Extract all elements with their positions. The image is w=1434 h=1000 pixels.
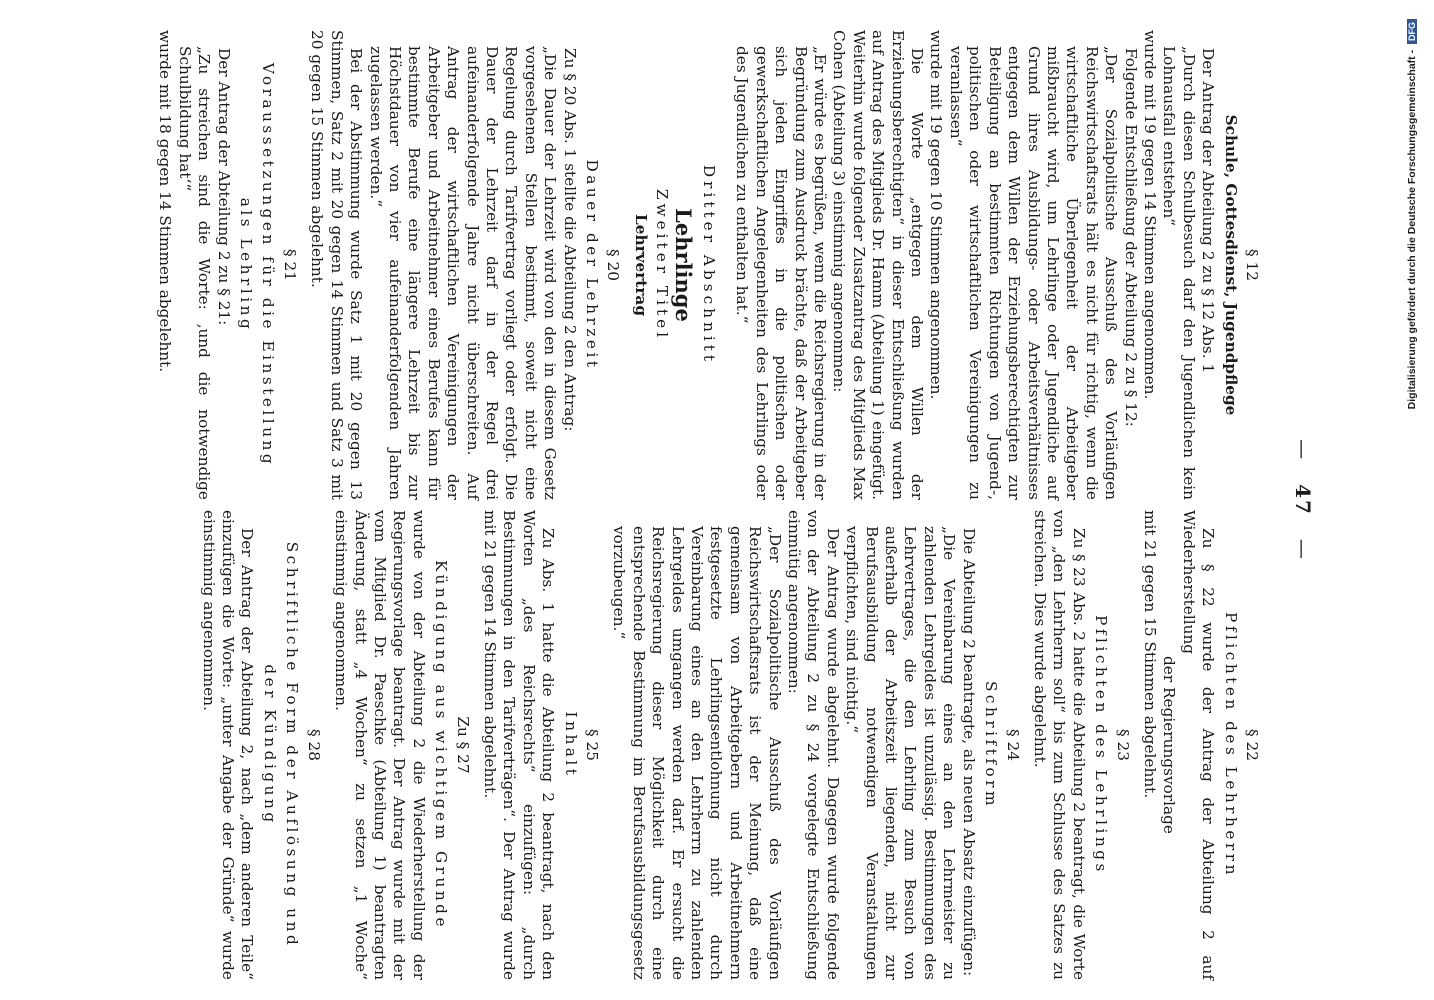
section-28-title-2: der Kündigung: [260, 664, 279, 826]
section-22-number: § 22: [1243, 729, 1261, 761]
s21-quote-1: „Zu streichen sind die Worte: ‚und die notwendige Schulbildung hat‘“: [175, 46, 214, 500]
section-23-number: § 23: [1113, 729, 1132, 761]
right-column: [198, 510, 1269, 980]
section-12-title: Schule, Gottesdienst, Jugendpflege: [1221, 114, 1240, 416]
s21-paragraph-2: wurde mit 18 gegen 14 Stimmen abgelehnt.: [156, 30, 175, 373]
s12-paragraph-3: Folgende Entschließung der Abteilung 2 zu § 12:: [1121, 48, 1140, 427]
s22-paragraph-3: mit 21 gegen 15 Stimmen abgelehnt.: [1140, 510, 1159, 799]
page-header: [1291, 0, 1315, 1000]
s12-paragraph-2: wurde mit 19 gegen 14 Stimmen angenommen.: [1140, 30, 1159, 400]
s12-quote-1: „Durch diesen Schulbesuch darf den Jugendlichen kein Lohnausfall entstehen“: [1160, 46, 1198, 500]
section-22-title: Pflichten des Lehrherrn: [1221, 612, 1240, 878]
s12-paragraph-1: Der Antrag der Abteilung 2 zu § 12 Abs. 1: [1199, 48, 1218, 374]
s22-paragraph-2: der Regierungsvorlage: [1160, 655, 1179, 834]
credit-label: Digitalisierung gefördert durch die Deutsche Forschungsgemeinschaft -: [1406, 49, 1418, 410]
header-dash-left: —: [1291, 439, 1315, 462]
dfg-logo: DFG: [1407, 19, 1417, 44]
s28-paragraph-1: Der Antrag der Abteilung 2, nach „dem anderen Teile“ einzufügen die Worte: „unter Angabe der Gründe“ wurde einstimmig angenommen.: [199, 510, 257, 980]
section-24-number: § 24: [1003, 729, 1022, 761]
s21-paragraph-1: Der Antrag der Abteilung 2 zu § 21:: [214, 48, 233, 326]
s12-paragraph-5: Die Worte „entgegen dem Willen der Erziehungsberechtigten“ in dieser Entschließung wurden auf Antrag des Mitglieds Dr. Hamm (Abteilung 1) eingefügt. Weiterhin wurde folgender Zusatzantrag des Mitglieds Max Cohen (Abteilung 3) einstimmig angenommen:: [830, 30, 927, 500]
page-number: 47: [1291, 484, 1315, 516]
s23-paragraph-1: Zu § 23 Abs. 2 hatte die Abteilung 2 beantragt, die Worte von „den Lehrherrn soll“ bis zum Schlusse des Satzes zu streichen. Dies wurde abgelehnt.: [1030, 510, 1088, 980]
section-27-title: Kündigung aus wichtigem Grunde: [432, 559, 451, 931]
part-heading: Dritter Abschnitt: [700, 164, 719, 366]
s22-paragraph-1: Zu § 22 wurde der Antrag der Abteilung 2 auf Wiederherstellung: [1179, 510, 1218, 980]
titel-title: Lehrvertrag: [631, 213, 650, 317]
titel-heading: Zweiter Titel: [653, 188, 672, 342]
section-27-number: Zu § 27: [453, 716, 472, 774]
left-column: [155, 30, 1269, 500]
section-20-title: Dauer der Lehrzeit: [583, 159, 601, 371]
s27-paragraph-1: wurde von der Abteilung 2 die Wiederherstellung der Regierungsvorlage beantragt. Der Antrag wurde mit der vom Mitglied Dr. Paeschke (Abteilung 1) beantragten Änderung, statt „4 Wochen“ zu setzen „1 Woche“ einstimmig angenommen.: [332, 510, 428, 980]
s24-quote-1: „Die Vereinbarung eines an den Lehrmeister zu zahlenden Lehrgeldes ist unzulässig. Bestimmungen des Lehrvertrages, die den Lehrling zum Besuch von außerhalb der Arbeitszeit liegenden, nicht zur Berufsausbildung notwendigen Veranstaltungen verpflichten, sind nichtig.“: [843, 526, 959, 980]
section-24-title: Schriftform: [982, 680, 1001, 810]
document-page: [107, 0, 1327, 1000]
s24-paragraph-1: Die Abteilung 2 beantragte, als neuen Absatz einzufügen:: [959, 528, 978, 977]
s12-paragraph-4: wurde mit 19 gegen 10 Stimmen angenommen.: [927, 30, 946, 400]
s24-quote-2: „Der Sozialpolitische Ausschuß des Vorläufigen Reichswirtschaftsrats ist der Meinung, daß eine gemeinsam von Arbeitgebern und Arbeitnehmern festgesetzte Lehrlingsentlohnung nicht durch Vereinbarung eines an den Lehrherrn zu zahlenden Lehrgeldes umgangen werden darf. Er ersucht die Reichsregierung dieser Möglichkeit durch eine entsprechende Bestimmung im Berufsausbildungsgesetz vorzubeugen.“: [610, 526, 784, 980]
s20-paragraph-2: Bei der Abstimmung wurde Satz 1 mit 20 gegen 13 Stimmen, Satz 2 mit 20 gegen 14 Stimmen und Satz 3 mit 20 gegen 15 Stimmen abgelehnt.: [308, 30, 366, 500]
s20-quote-1: „Die Dauer der Lehrzeit wird von den in diesem Gesetz vorgesehenen Stellen bestimmt, soweit nicht eine Regelung durch Tarifvertrag vorliegt oder erfolgt. Die Dauer der Lehrzeit darf in der Regel drei aufeinanderfolgende Jahre nicht überschreiten. Auf Antrag der wirtschaftlichen Vereinigungen der Arbeitgeber und Arbeitnehmer eines Berufes kann für bestimmte Berufe eine längere Lehrzeit bis zur Höchstdauer von vier aufeinanderfolgenden Jahren zugelassen werden.“: [366, 46, 560, 500]
section-21-number: § 21: [280, 249, 299, 281]
header-dash-right: —: [1291, 538, 1315, 561]
section-28-title-1: Schriftliche Form der Auflösung und: [283, 541, 302, 949]
s20-paragraph-1: Zu § 20 Abs. 1 stellte die Abteilung 2 den Antrag:: [560, 48, 579, 432]
section-21-title-2: als Lehrling: [237, 197, 256, 333]
section-25-number: § 25: [583, 729, 601, 761]
s12-quote-3: „Er würde es begrüßen, wenn die Reichsregierung in der Begründung zum Ausdruck brächte, daß der Arbeitgeber sich jeden Eingriffes in die politischen oder gewerkschaftlichen Angelegenheiten des Lehrlings oder des Jugendlichen zu enthalten hat.“: [733, 46, 830, 500]
section-20-number: § 20: [604, 249, 623, 281]
part-title: Lehrlinge: [670, 208, 696, 322]
s24-paragraph-2: Der Antrag wurde abgelehnt. Dagegen wurde folgende von der Abteilung 2 zu § 24 vorgelegte Entschließung einmütig angenommen:: [785, 510, 842, 980]
section-23-title: Pflichten des Lehrlings: [1092, 615, 1111, 875]
s25-paragraph-1: Zu Abs. 1 hatte die Abteilung 2 beantragt, nach den Worten „des Reichsrechts“ einzufügen: „durch Bestimmungen in den Tarifverträgen“. Der Antrag wurde mit 21 gegen 14 Stimmen abgelehnt.: [480, 510, 558, 980]
s12-quote-2: „Der Sozialpolitische Ausschuß des Vorläufigen Reichswirtschaftsrats hält es nicht für richtig, wenn die wirtschaftliche Überlegenheit der Arbeitgeber mißbraucht wird, um Lehrlinge oder Jugendliche auf Grund ihres Ausbildungs- oder Arbeitsverhältnisses entgegen dem Willen der Erziehungsberechtigten zur Beteiligung an bestimmten Richtungen von Jugend-, politischen oder wirtschaftlichen Vereinigungen zu veranlassen“: [946, 46, 1121, 500]
section-25-title: Inhalt: [561, 711, 580, 779]
dfg-credit-text: [1406, 19, 1418, 979]
section-12-number: § 12: [1243, 249, 1261, 281]
section-21-title-1: Voraussetzungen für die Einstellung: [259, 62, 278, 468]
section-28-number: § 28: [304, 729, 323, 761]
dfg-credit: [1392, 12, 1432, 988]
